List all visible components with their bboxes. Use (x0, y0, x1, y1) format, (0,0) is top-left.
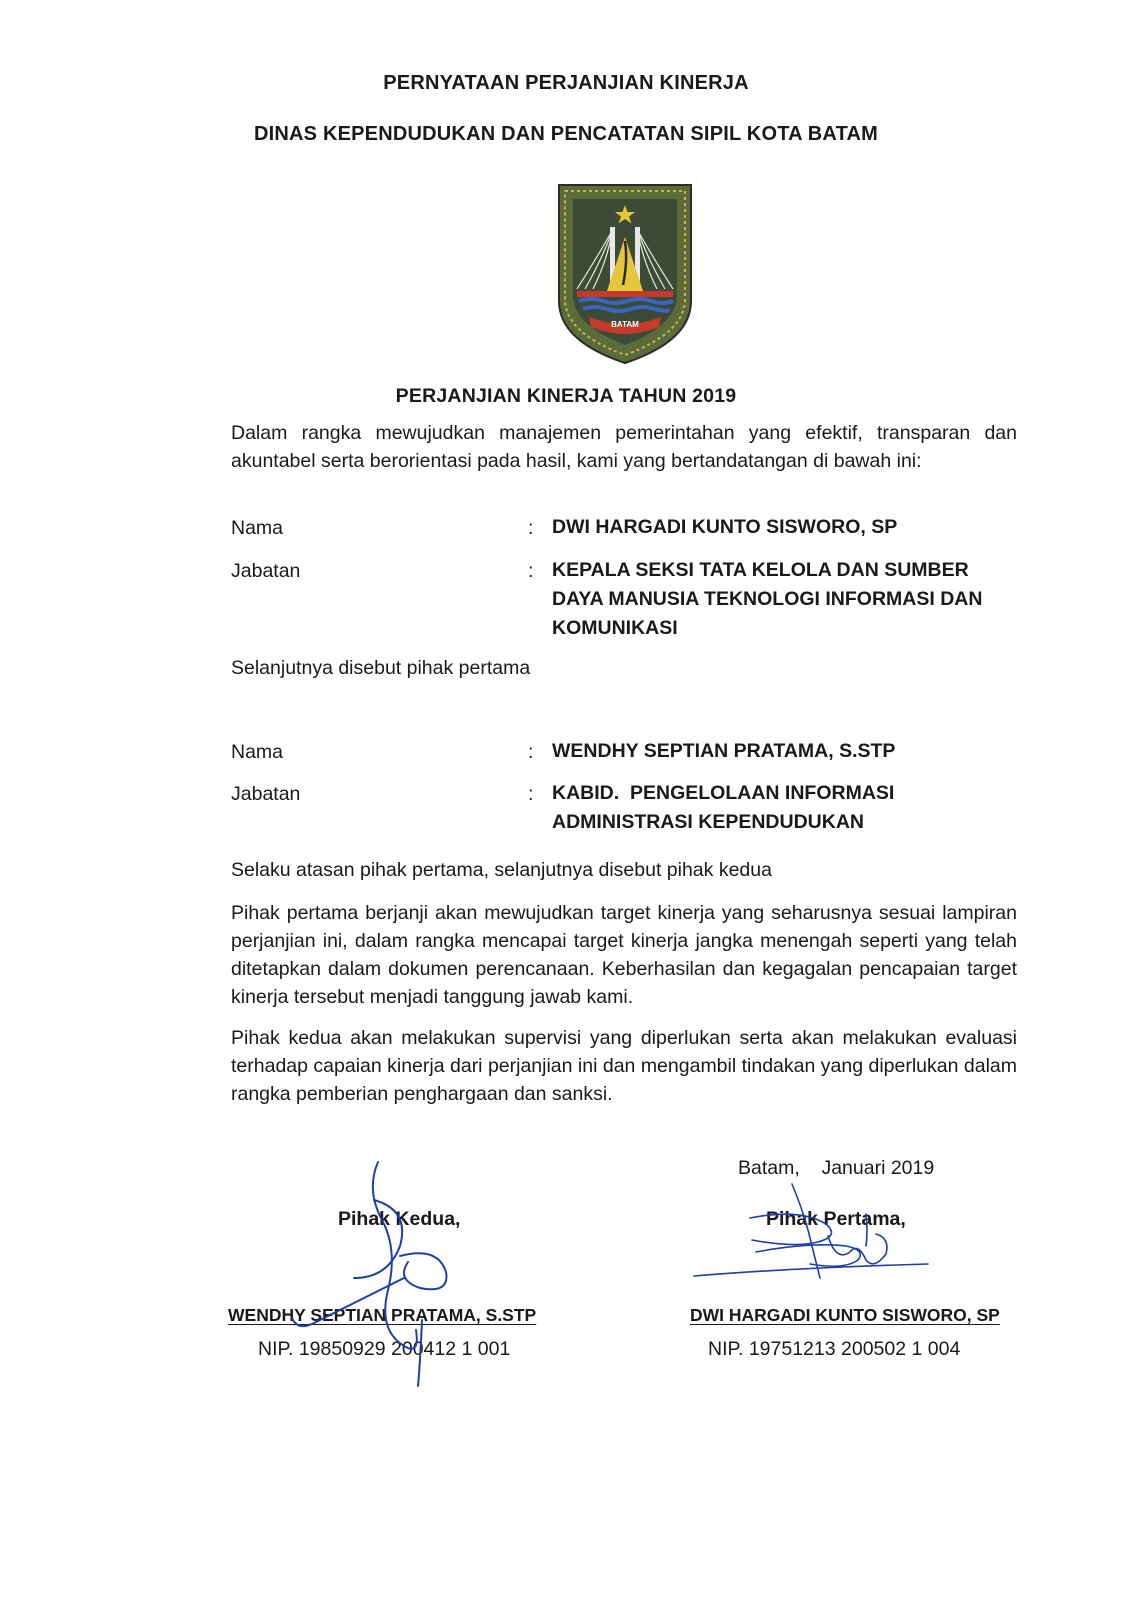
party1-name: DWI HARGADI KUNTO SISWORO, SP (552, 516, 898, 538)
right-signature (690, 1180, 950, 1290)
party2-note: Selaku atasan pihak pertama, selanjutnya disebut pihak kedua (231, 859, 772, 881)
party1-note: Selanjutnya disebut pihak pertama (231, 657, 531, 679)
right-signatory-name: DWI HARGADI KUNTO SISWORO, SP (690, 1305, 1000, 1325)
left-signatory-nip: NIP. 19850929 200412 1 001 (258, 1338, 511, 1360)
supervision-paragraph: Pihak kedua akan melakukan supervisi yang diperlukan serta akan melakukan evaluasi terhadap capaian kinerja dari perjanjian ini dan mengambil tindakan yang diperlukan dalam rangka pemberian penghargaan dan sanksi. (231, 1027, 1017, 1105)
party2-position-label: Jabatan (231, 783, 301, 805)
place-date: Batam, Januari 2019 (738, 1157, 935, 1179)
party1-position-label: Jabatan (231, 560, 301, 582)
party2-position-colon: : (528, 783, 534, 805)
left-signature (270, 1150, 490, 1400)
party1-name-label: Nama (231, 517, 284, 539)
document-title: PERNYATAAN PERJANJIAN KINERJA (383, 72, 749, 94)
party1-position-colon: : (528, 560, 534, 582)
intro-paragraph: Dalam rangka mewujudkan manajemen pemerintahan yang efektif, transparan dan akuntabel serta berorientasi pada hasil, kami yang bertandatangan di bawah ini: (231, 422, 1017, 472)
party2-name-label: Nama (231, 741, 284, 763)
party1-name-colon: : (528, 517, 534, 539)
party1-position: KEPALA SEKSI TATA KELOLA DAN SUMBER DAYA MANUSIA TEKNOLOGI INFORMASI DAN KOMUNIKASI (552, 559, 983, 639)
batam-city-emblem (555, 181, 695, 367)
party2-position: KABID. PENGELOLAAN INFORMASI ADMINISTRASI KEPENDUDUKAN (552, 782, 900, 833)
commitment-paragraph: Pihak pertama berjanji akan mewujudkan target kinerja yang seharusnya sesuai lampiran perjanjian ini, dalam rangka mencapai target kinerja jangka menengah seperti yang telah ditetapkan dalam dokumen perencanaan. Keberhasilan dan kegagalan pencapaian target kinerja tersebut menjadi tanggung jawab kami. (231, 902, 1017, 1008)
agency-title: DINAS KEPENDUDUKAN DAN PENCATATAN SIPIL KOTA BATAM (253, 123, 879, 145)
right-signatory-nip: NIP. 19751213 200502 1 004 (708, 1338, 961, 1360)
party2-name: WENDHY SEPTIAN PRATAMA, S.STP (552, 740, 896, 762)
left-signatory-role: Pihak Kedua, (338, 1208, 461, 1230)
emblem-text: BATAM (611, 320, 639, 329)
agreement-heading: PERJANJIAN KINERJA TAHUN 2019 (395, 385, 737, 407)
party2-name-colon: : (528, 741, 534, 763)
right-signatory-role: Pihak Pertama, (766, 1208, 906, 1230)
left-signatory-name: WENDHY SEPTIAN PRATAMA, S.STP (228, 1305, 537, 1325)
